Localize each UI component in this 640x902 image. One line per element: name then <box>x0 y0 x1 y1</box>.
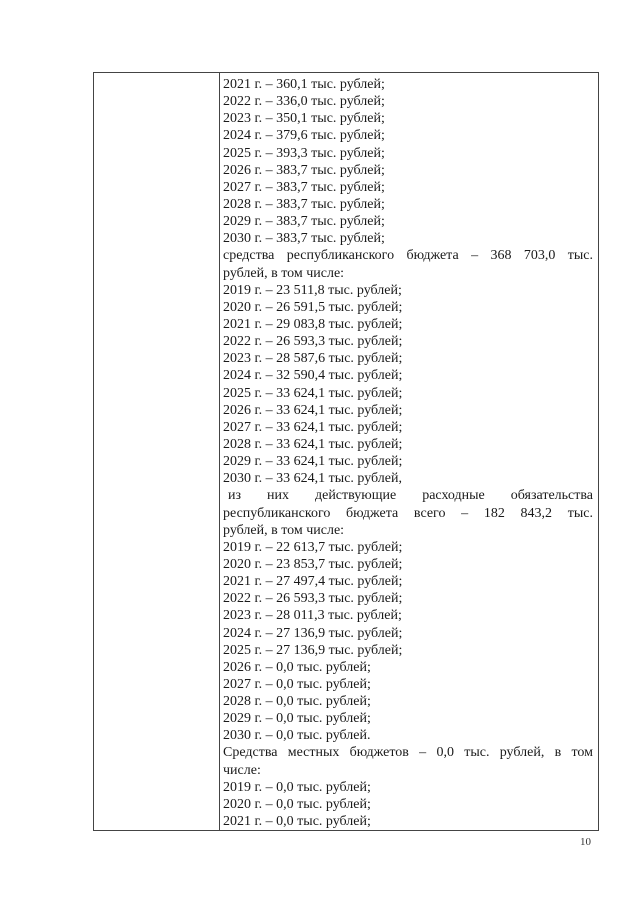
text-line: 2030 г. – 0,0 тыс. рублей. <box>223 728 371 744</box>
text-line: 2024 г. – 32 590,4 тыс. рублей; <box>223 368 403 384</box>
content-table <box>93 72 599 831</box>
text-line: 2022 г. – 26 593,3 тыс. рублей; <box>223 591 403 607</box>
text-line: числе: <box>223 762 261 778</box>
text-line: 2027 г. – 33 624,1 тыс. рублей; <box>223 419 403 435</box>
table-right-column <box>220 73 598 830</box>
text-line: средства республиканского бюджета – 368 703,0 тыс. <box>223 248 593 264</box>
table-left-column <box>94 73 220 830</box>
text-line: 2022 г. – 26 593,3 тыс. рублей; <box>223 334 403 350</box>
text-line: 2022 г. – 336,0 тыс. рублей; <box>223 94 385 110</box>
text-line: 2023 г. – 28 587,6 тыс. рублей; <box>223 351 403 367</box>
text-line: 2021 г. – 27 497,4 тыс. рублей; <box>223 574 403 590</box>
text-line: 2019 г. – 22 613,7 тыс. рублей; <box>223 539 403 555</box>
text-line: 2020 г. – 26 591,5 тыс. рублей; <box>223 299 403 315</box>
text-line: 2020 г. – 23 853,7 тыс. рублей; <box>223 556 403 572</box>
text-line: 2025 г. – 27 136,9 тыс. рублей; <box>223 642 403 658</box>
text-line: 2019 г. – 0,0 тыс. рублей; <box>223 779 371 795</box>
text-line: 2028 г. – 0,0 тыс. рублей; <box>223 694 371 710</box>
text-line: 2026 г. – 0,0 тыс. рублей; <box>223 659 371 675</box>
text-line: 2026 г. – 33 624,1 тыс. рублей; <box>223 402 403 418</box>
text-line: 2021 г. – 29 083,8 тыс. рублей; <box>223 316 403 332</box>
text-line: рублей, в том числе: <box>223 522 345 538</box>
text-line: 2024 г. – 379,6 тыс. рублей; <box>223 128 385 144</box>
text-line: 2027 г. – 0,0 тыс. рублей; <box>223 676 371 692</box>
text-line: 2025 г. – 393,3 тыс. рублей; <box>223 145 385 161</box>
text-line: 2028 г. – 33 624,1 тыс. рублей; <box>223 436 403 452</box>
text-line: 2026 г. – 383,7 тыс. рублей; <box>223 162 385 178</box>
text-line: 2030 г. – 383,7 тыс. рублей; <box>223 231 385 247</box>
text-line: 2021 г. – 360,1 тыс. рублей; <box>223 77 385 92</box>
page-number: 10 <box>580 836 591 848</box>
text-line: 2029 г. – 0,0 тыс. рублей; <box>223 711 371 727</box>
text-line: Средства местных бюджетов – 0,0 тыс. рублей, в том <box>223 745 593 761</box>
text-line: 2021 г. – 0,0 тыс. рублей; <box>223 814 371 830</box>
text-line: 2030 г. – 33 624,1 тыс. рублей, <box>223 471 402 487</box>
text-line: 2024 г. – 27 136,9 тыс. рублей; <box>223 625 403 641</box>
text-line: республиканского бюджета всего – 182 843,2 тыс. <box>223 505 593 521</box>
text-line: 2028 г. – 383,7 тыс. рублей; <box>223 196 385 212</box>
text-line: рублей, в том числе: <box>223 265 345 281</box>
text-line: 2023 г. – 350,1 тыс. рублей; <box>223 111 385 127</box>
text-line: 2020 г. – 0,0 тыс. рублей; <box>223 796 371 812</box>
text-line: из них действующие расходные обязательства <box>228 488 593 504</box>
text-line: 2023 г. – 28 011,3 тыс. рублей; <box>223 608 402 624</box>
text-line: 2025 г. – 33 624,1 тыс. рублей; <box>223 385 403 401</box>
text-line: 2029 г. – 383,7 тыс. рублей; <box>223 214 385 230</box>
text-line: 2019 г. – 23 511,8 тыс. рублей; <box>223 282 402 298</box>
text-line: 2029 г. – 33 624,1 тыс. рублей; <box>223 454 403 470</box>
text-line: 2027 г. – 383,7 тыс. рублей; <box>223 179 385 195</box>
